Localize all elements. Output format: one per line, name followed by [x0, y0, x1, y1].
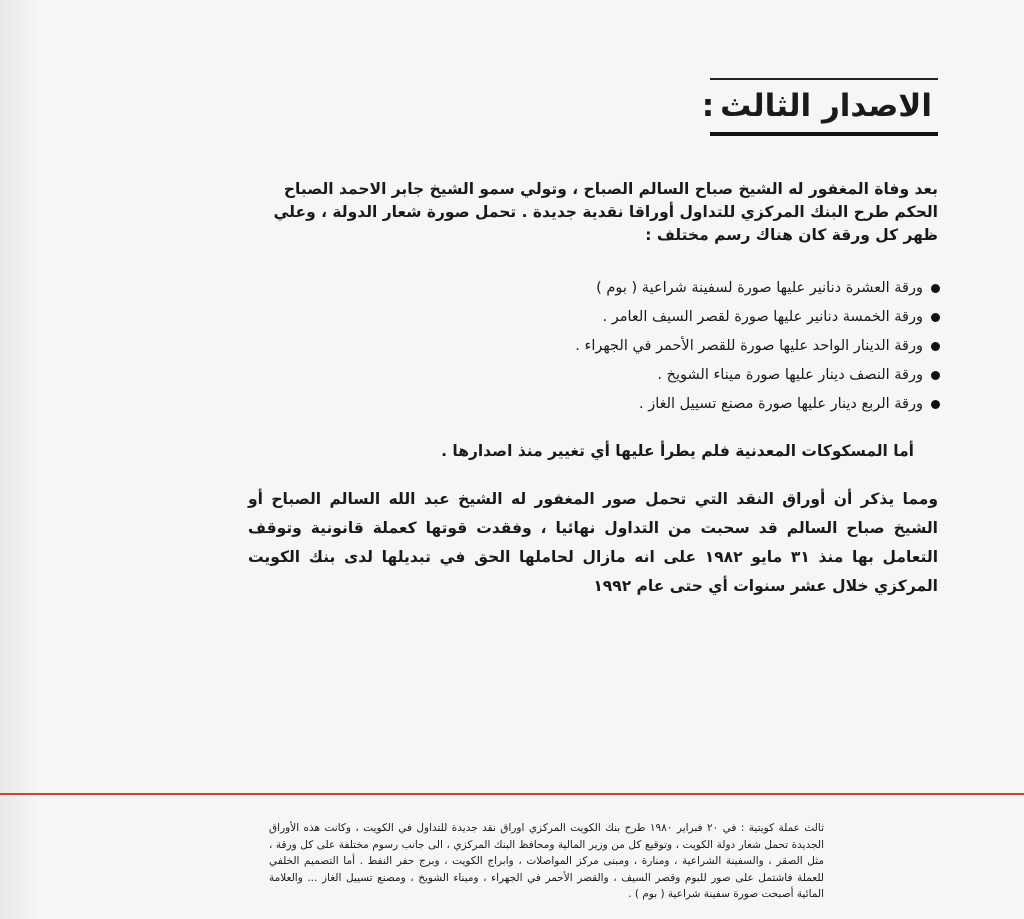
bullet-icon — [931, 342, 940, 351]
title-colon: : — [701, 88, 715, 124]
footnote-caption: ثالث عملة كويتية : في ٢٠ فبراير ١٩٨٠ طرح بنك الكويت المركزي اوراق نقد جديدة للتداول في الكويت ، وكانت هذه الأوراق الجديدة تحمل شعار دولة الكويت ، وتوقيع كل من وزير المالية ومحافظ البنك المركزي ، الى جانب رسوم مختلفة على كل ورقة ، مثل الصقر ، والسفينة الشراعية ، ومنارة ، ومبنى مركز المواصلات ، وابراج الكويت ، وبرج حفر النفط . أما التصميم الخلفي للعملة فاشتمل على صور للبوم وقصر السيف ، والقصر الأحمر في الجهراء ، وميناء الشويخ ، ومصنع تسييل الغاز ... والعلامة المائية أصبحت صورة سفينة شراعية ( بوم ) . — [269, 822, 824, 900]
bullet-icon — [931, 371, 940, 380]
bullet-icon — [931, 400, 940, 409]
bullet-icon — [931, 284, 940, 293]
coins-sentence: أما المسكوكات المعدنية فلم يطرأ عليها أي تغيير منذ اصدارها . — [441, 442, 914, 460]
list-item-text: ورقة النصف دينار عليها صورة ميناء الشويخ . — [657, 367, 923, 383]
list-item — [380, 274, 940, 303]
bullet-icon — [931, 313, 940, 322]
list-item — [380, 332, 940, 361]
footnote-divider — [0, 793, 1024, 795]
withdrawal-paragraph: ومما يذكر أن أوراق النقد التي تحمل صور المغفور له الشيخ عبد الله السالم الصباح أو الشيخ صباح السالم قد سحبت من التداول نهائيا ، وفقدت قوتها كعملة قانونية وتوقف التعامل بها منذ ٣١ مايو ١٩٨٢ على انه مازال لحاملها الحق في تبديلها لدى بنك الكويت المركزي خلال عشر سنوات أي حتى عام ١٩٩٢ — [248, 490, 939, 595]
list-item-text: ورقة الخمسة دنانير عليها صورة لقصر السيف العامر . — [602, 309, 923, 325]
section-heading — [701, 78, 938, 136]
list-item — [380, 361, 940, 390]
intro-paragraph: بعد وفاة المغفور له الشيخ صباح السالم الصباح ، وتولي سمو الشيخ جابر الاحمد الصباح الحكم طرح البنك المركزي للتداول أوراقا نقدية جديدة . تحمل صورة شعار الدولة ، وعلي ظهر كل ورقة كان هناك رسم مختلف : — [273, 180, 938, 244]
page-edge-shadow — [0, 0, 40, 919]
list-item-text: ورقة الدينار الواحد عليها صورة للقصر الأحمر في الجهراء . — [575, 338, 923, 354]
section-title: الاصدار الثالث — [720, 88, 932, 124]
list-item — [380, 390, 940, 419]
list-item-text: ورقة العشرة دنانير عليها صورة لسفينة شراعية ( بوم ) — [596, 280, 923, 296]
list-item-text: ورقة الربع دينار عليها صورة مصنع تسييل الغاز . — [638, 396, 923, 412]
banknote-list — [380, 274, 940, 419]
list-item — [380, 303, 940, 332]
